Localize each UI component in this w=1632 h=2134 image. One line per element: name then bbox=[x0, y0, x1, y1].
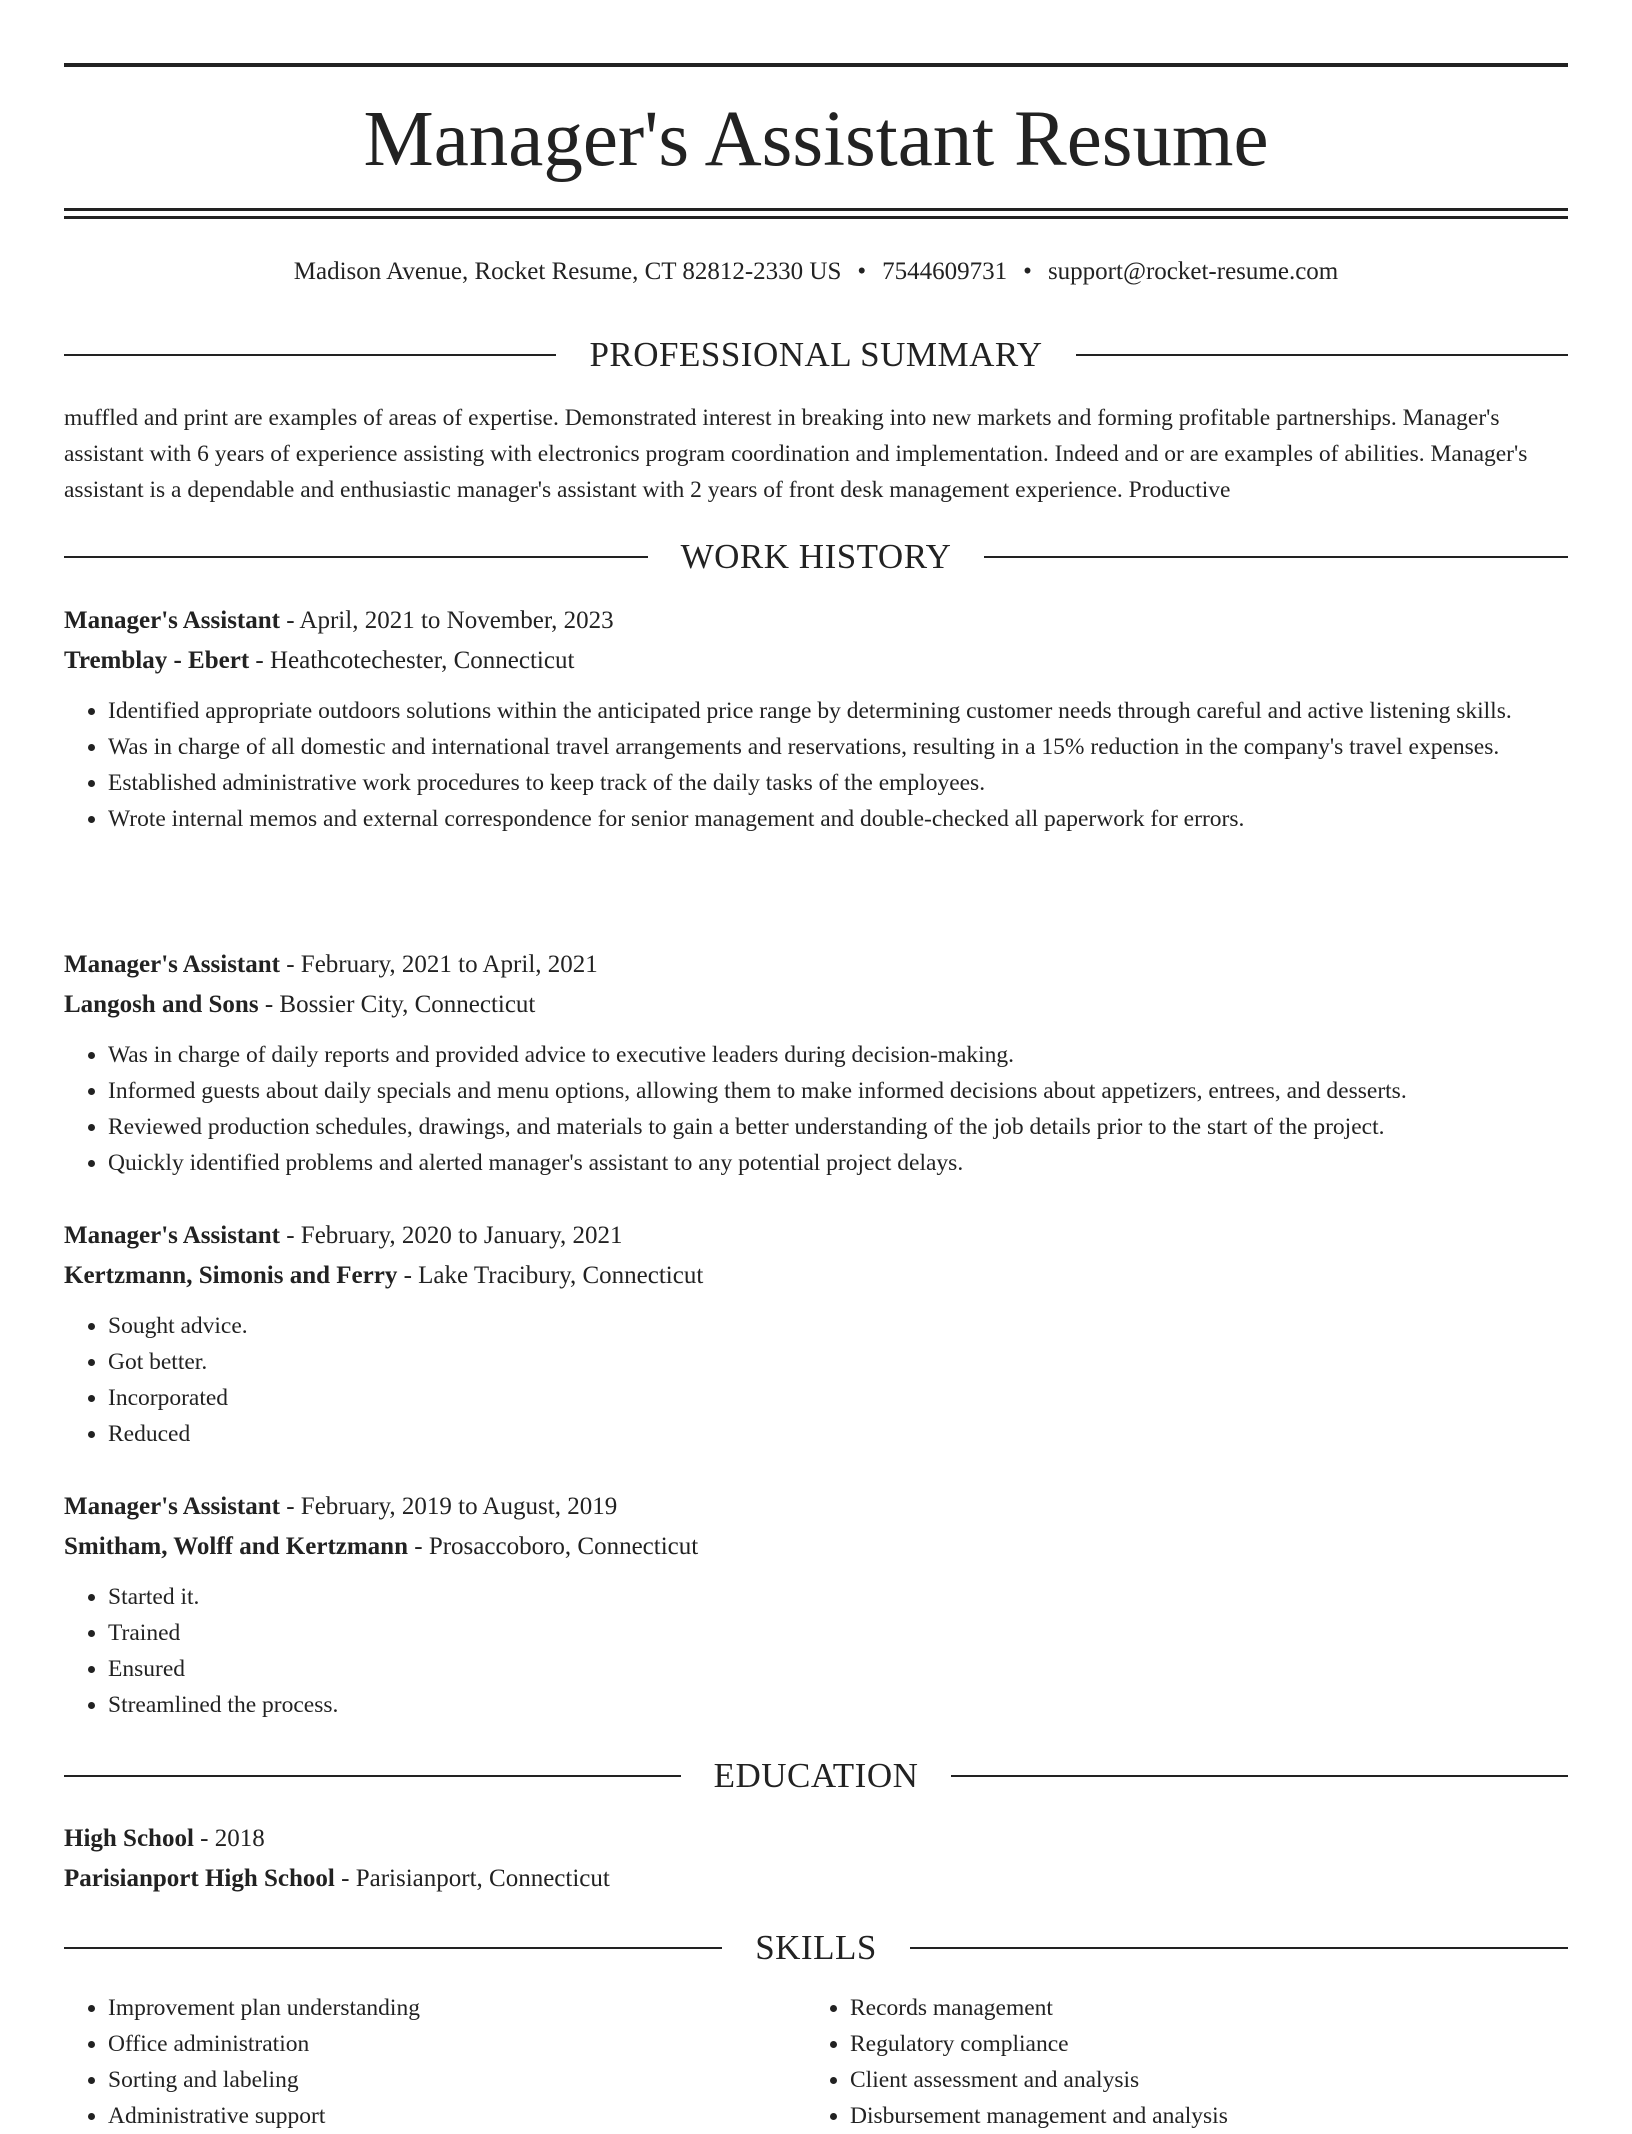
job-location: - Lake Tracibury, Connecticut bbox=[397, 1262, 704, 1289]
job-title-line bbox=[64, 601, 1568, 641]
education-school: Parisianport High School bbox=[64, 1865, 335, 1892]
job-company-line bbox=[64, 1527, 1568, 1567]
list-item: • Disbursement management and analysis bbox=[850, 2098, 1548, 2134]
job-entry bbox=[64, 945, 1568, 1181]
list-item: • Established administrative work procedures to keep track of the daily tasks of the employees. bbox=[108, 765, 1568, 801]
job-dates: - February, 2019 to August, 2019 bbox=[279, 1493, 618, 1520]
job-title-line bbox=[64, 945, 1568, 985]
job-dates: - February, 2021 to April, 2021 bbox=[279, 951, 598, 978]
contact-phone: 7544609731 bbox=[882, 258, 1008, 285]
job-title: Manager's Assistant bbox=[64, 1493, 280, 1520]
heading-rule bbox=[1076, 354, 1568, 356]
job-company-line bbox=[64, 1256, 1568, 1296]
list-item: • Improvement plan understanding bbox=[108, 1990, 806, 2026]
job-entry bbox=[64, 1216, 1568, 1452]
title-rule-lower bbox=[64, 216, 1568, 219]
list-item: • Trained bbox=[108, 1615, 1568, 1651]
list-item: • Streamlined the process. bbox=[108, 1687, 1568, 1723]
list-item: • Client assessment and analysis bbox=[850, 2062, 1548, 2098]
summary-text: muffled and print are examples of areas of expertise. Demonstrated interest in breaking into new markets and forming profitable partnerships. Manager's assistant with 6 years of experience assisting with electronics program coordination and implementation. Indeed and or are examples of abilities. Manager's assistant is a dependable and enthusiastic manager's assistant with 2 years of front desk management experience. Productive bbox=[64, 405, 1528, 503]
job-location: - Heathcotechester, Connecticut bbox=[249, 647, 575, 674]
heading-rule bbox=[64, 1947, 722, 1949]
list-item: • Sought advice. bbox=[108, 1308, 1568, 1344]
contact-separator: • bbox=[1023, 258, 1032, 285]
section-title: SKILLS bbox=[755, 1928, 877, 1967]
job-entry bbox=[64, 1487, 1568, 1723]
job-bullets bbox=[64, 1579, 1568, 1723]
job-title: Manager's Assistant bbox=[64, 1222, 280, 1249]
education-degree: High School bbox=[64, 1825, 194, 1852]
list-item: • Reviewed production schedules, drawings, and materials to gain a better understanding of the job details prior to the start of the project. bbox=[108, 1109, 1568, 1145]
heading-rule bbox=[64, 354, 556, 356]
section-title: WORK HISTORY bbox=[680, 537, 952, 576]
job-title-line bbox=[64, 1216, 1568, 1256]
job-title-line bbox=[64, 1487, 1568, 1527]
section-heading-work-history bbox=[64, 535, 1568, 579]
job-dates: - February, 2020 to January, 2021 bbox=[279, 1222, 623, 1249]
list-item: • Office administration bbox=[108, 2026, 806, 2062]
skills-list bbox=[64, 1990, 1568, 2134]
list-item: • Quickly identified problems and alerted manager's assistant to any potential project delays. bbox=[108, 1145, 1568, 1181]
job-title: Manager's Assistant bbox=[64, 951, 280, 978]
list-item: • Got better. bbox=[108, 1344, 1568, 1380]
job-location: - Prosaccoboro, Connecticut bbox=[408, 1533, 699, 1560]
job-company: Langosh and Sons bbox=[64, 991, 259, 1018]
list-item: • Incorporated bbox=[108, 1380, 1568, 1416]
job-location: - Bossier City, Connecticut bbox=[258, 991, 536, 1018]
skills-column-right bbox=[806, 1990, 1548, 2134]
resume-title: Manager's Assistant Resume bbox=[363, 96, 1269, 183]
skills-column-left bbox=[64, 1990, 806, 2134]
job-title: Manager's Assistant bbox=[64, 607, 280, 634]
job-company: Tremblay - Ebert bbox=[64, 647, 250, 674]
list-item: • Reduced bbox=[108, 1416, 1568, 1452]
list-item: • Started it. bbox=[108, 1579, 1568, 1615]
section-title: PROFESSIONAL SUMMARY bbox=[589, 335, 1043, 374]
job-company-line bbox=[64, 641, 1568, 681]
top-rule bbox=[64, 63, 1568, 67]
education-entry bbox=[64, 1819, 1568, 1899]
heading-rule bbox=[984, 556, 1568, 558]
heading-rule bbox=[64, 556, 648, 558]
education-location: - Parisianport, Connecticut bbox=[334, 1865, 610, 1892]
title-rule-upper bbox=[64, 208, 1568, 211]
heading-rule bbox=[910, 1947, 1568, 1949]
heading-rule bbox=[951, 1775, 1568, 1777]
education-degree-line bbox=[64, 1819, 1568, 1859]
job-company: Smitham, Wolff and Kertzmann bbox=[64, 1533, 408, 1560]
list-item: • Was in charge of daily reports and provided advice to executive leaders during decision-making. bbox=[108, 1037, 1568, 1073]
list-item: • Identified appropriate outdoors solutions within the anticipated price range by determining customer needs through careful and active listening skills. bbox=[108, 693, 1568, 729]
education-school-line bbox=[64, 1859, 1568, 1899]
education-year: - 2018 bbox=[193, 1825, 265, 1852]
list-item: • Wrote internal memos and external correspondence for senior management and double-checked all paperwork for errors. bbox=[108, 801, 1568, 837]
heading-rule bbox=[64, 1775, 681, 1777]
section-heading-skills bbox=[64, 1926, 1568, 1970]
contact-address: Madison Avenue, Rocket Resume, CT 82812-2330 US bbox=[293, 258, 842, 285]
job-entry bbox=[64, 601, 1568, 837]
contact-line bbox=[64, 252, 1568, 292]
list-item: • Ensured bbox=[108, 1651, 1568, 1687]
list-item: • Was in charge of all domestic and international travel arrangements and reservations, resulting in a 15% reduction in the company's travel expenses. bbox=[108, 729, 1568, 765]
job-bullets bbox=[64, 1037, 1568, 1181]
list-item: • Sorting and labeling bbox=[108, 2062, 806, 2098]
list-item: • Records management bbox=[850, 1990, 1548, 2026]
list-item: • Regulatory compliance bbox=[850, 2026, 1548, 2062]
list-item: • Informed guests about daily specials and menu options, allowing them to make informed decisions about appetizers, entrees, and desserts. bbox=[108, 1073, 1568, 1109]
contact-email: support@rocket-resume.com bbox=[1047, 258, 1339, 285]
job-company-line bbox=[64, 985, 1568, 1025]
list-item: • Administrative support bbox=[108, 2098, 806, 2134]
job-company: Kertzmann, Simonis and Ferry bbox=[64, 1262, 398, 1289]
section-heading-education bbox=[64, 1754, 1568, 1798]
section-title: EDUCATION bbox=[713, 1756, 919, 1795]
job-dates: - April, 2021 to November, 2023 bbox=[279, 607, 614, 634]
contact-separator: • bbox=[857, 258, 867, 285]
job-bullets bbox=[64, 1308, 1568, 1452]
job-bullets bbox=[64, 693, 1568, 837]
section-heading-summary bbox=[64, 333, 1568, 377]
